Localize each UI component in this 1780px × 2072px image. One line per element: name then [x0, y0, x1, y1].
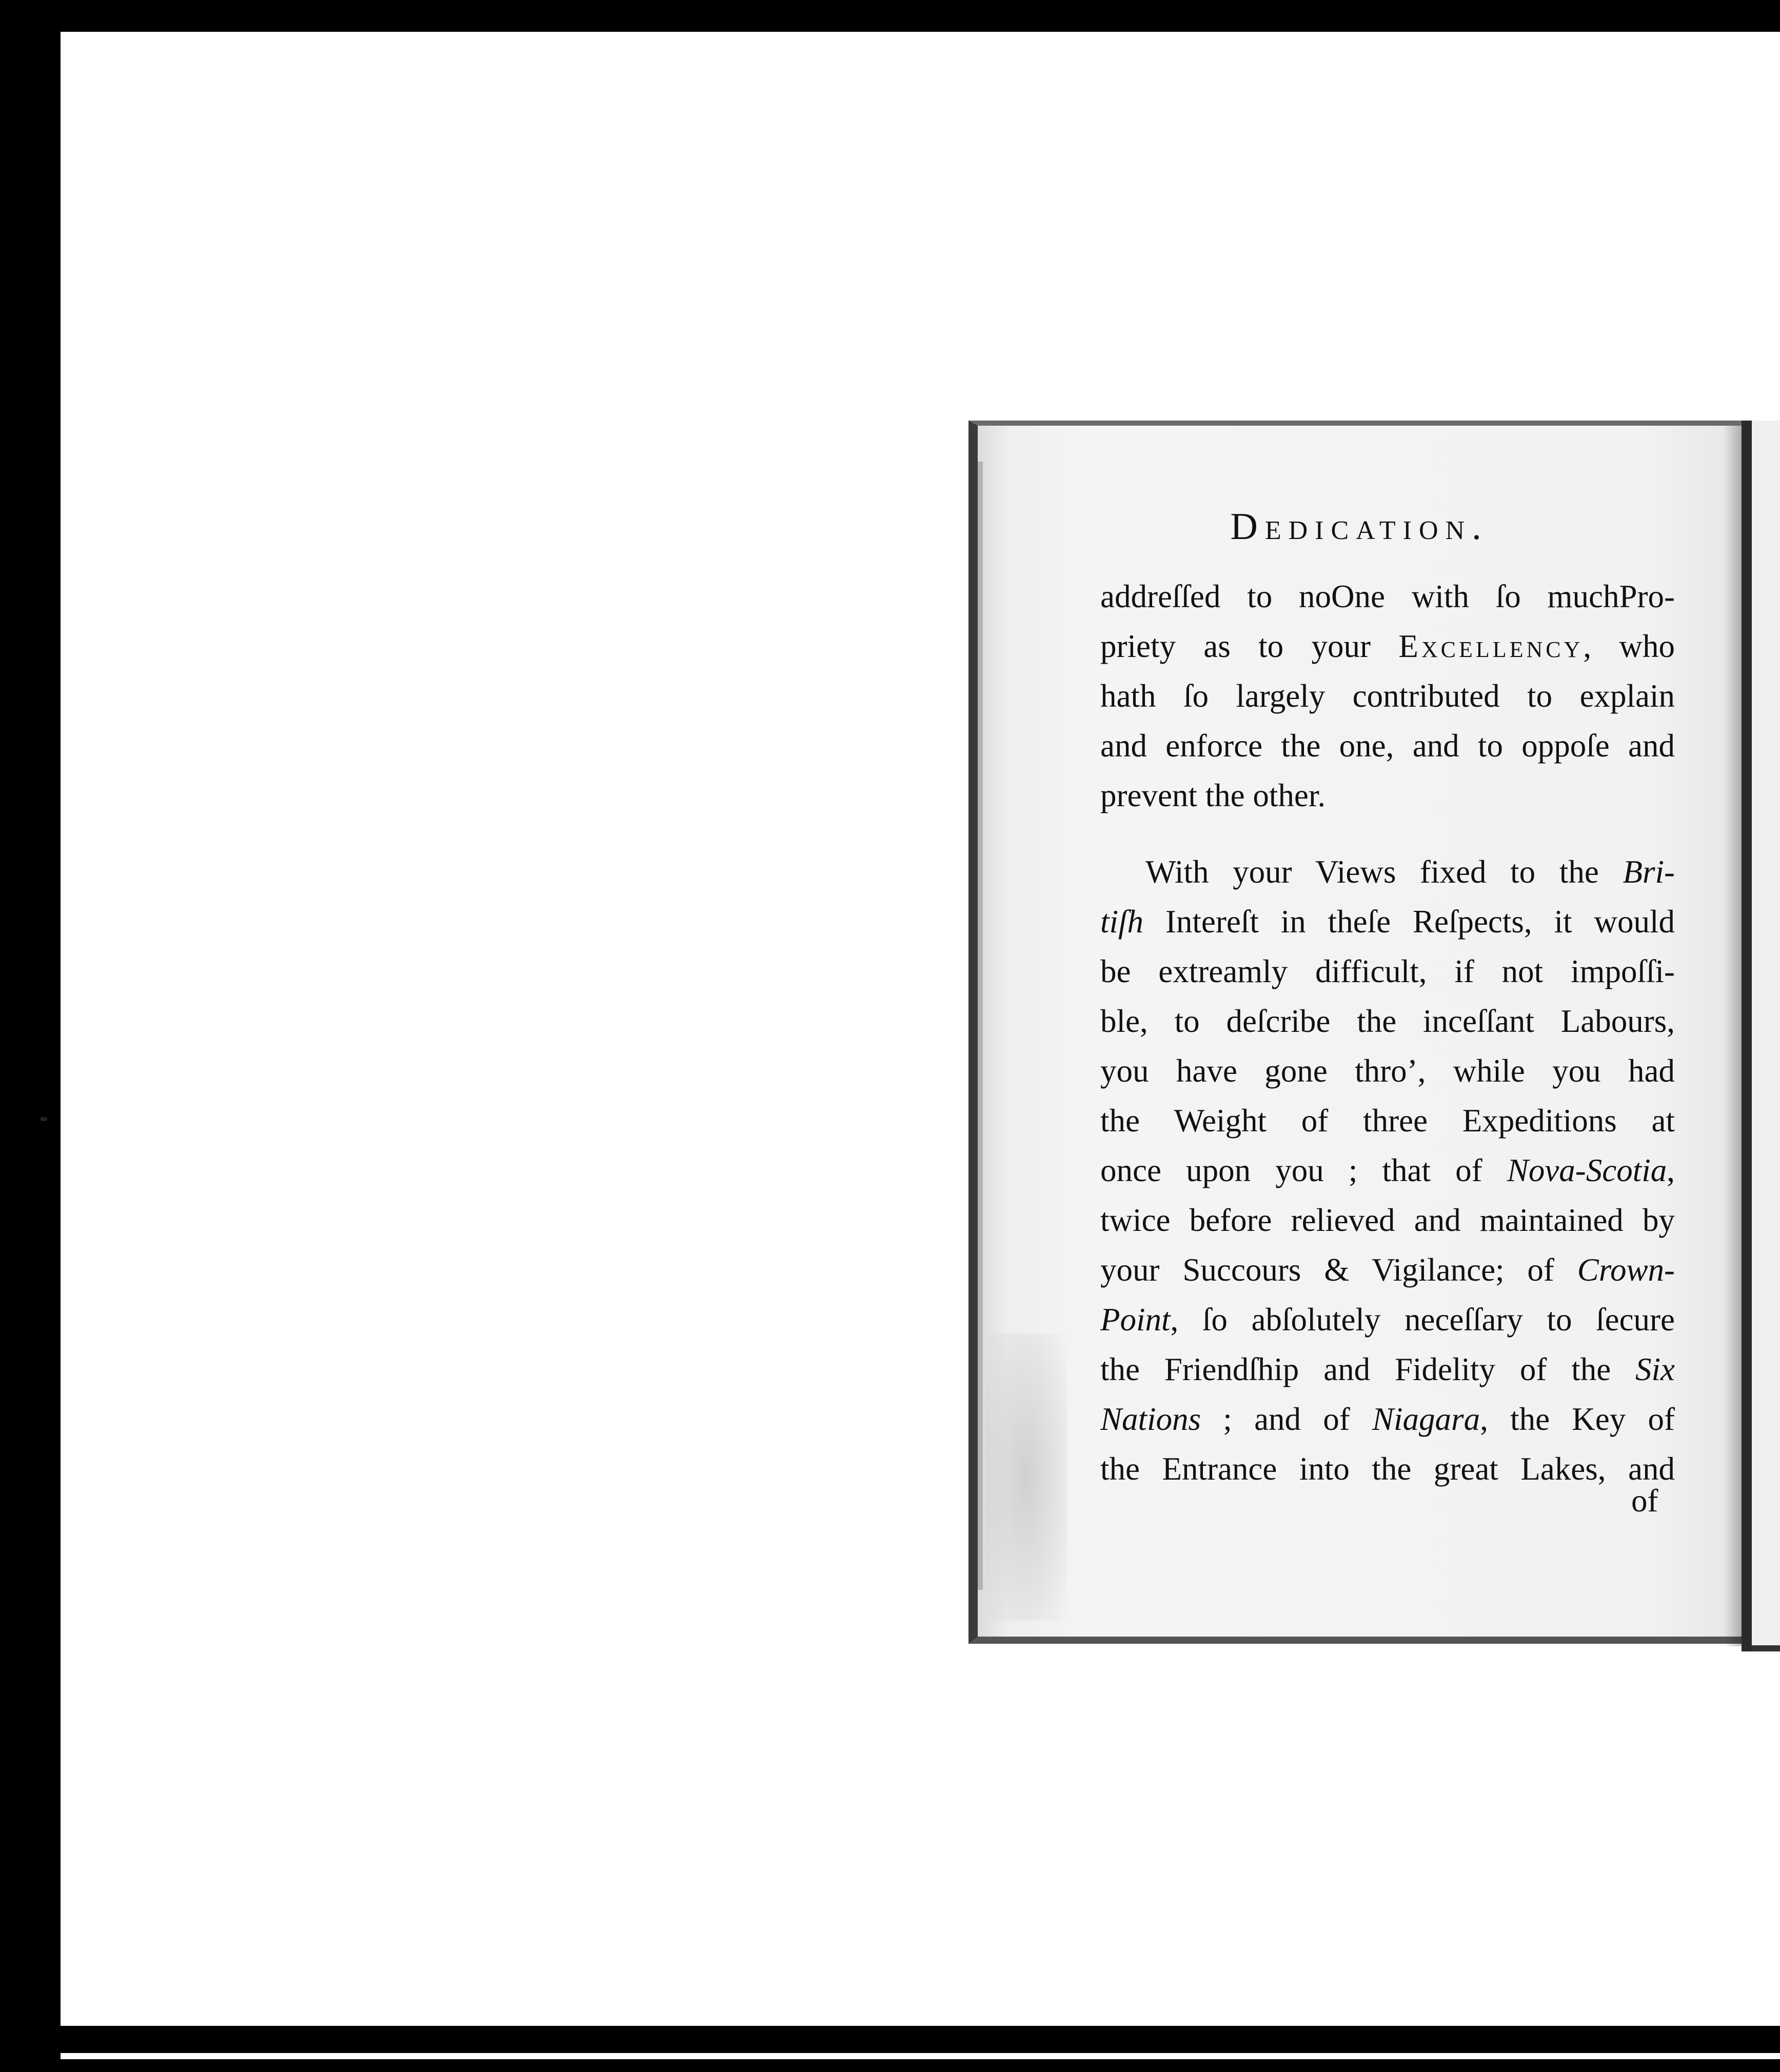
- text-line: [1100, 721, 1675, 771]
- italic-run: Niagara: [1372, 1401, 1480, 1437]
- italic-run: Nations: [1100, 1401, 1201, 1437]
- text-line: [1100, 947, 1675, 997]
- text-run: hath ſo largely contributed to explain: [1100, 678, 1675, 714]
- text-run: With your Views fixed to the: [1145, 854, 1623, 890]
- text-line: [1100, 1394, 1675, 1444]
- text-line: [1100, 847, 1675, 897]
- text-run: ,: [1667, 1152, 1675, 1188]
- italic-run: Bri-: [1623, 854, 1675, 890]
- italic-run: Six: [1635, 1351, 1675, 1387]
- catchword: of: [1631, 1483, 1658, 1519]
- text-run: , who: [1583, 628, 1675, 664]
- body-text: [1100, 572, 1675, 1494]
- text-line: [1100, 622, 1675, 671]
- text-run: the Friendſhip and Fidelity of the: [1100, 1351, 1636, 1387]
- italic-run: Point: [1100, 1302, 1171, 1338]
- facing-page-edge: [1752, 421, 1780, 1651]
- text-run: your Succours & Vigilance; of: [1100, 1252, 1577, 1288]
- film-border-top: [0, 0, 1780, 32]
- paragraph-1: [1100, 572, 1675, 821]
- text-run: twice before relieved and maintained by: [1100, 1202, 1675, 1238]
- film-border-left: [0, 0, 61, 2072]
- text-run: , ſo abſolutely neceſſary to ſecure: [1170, 1302, 1675, 1338]
- page-stain: [985, 1333, 1067, 1621]
- text-line: [1100, 997, 1675, 1046]
- text-run: once upon you ; that of: [1100, 1152, 1507, 1188]
- running-head: Dedication.: [1230, 506, 1489, 548]
- text-run: ble, to deſcribe the inceſſant Labours,: [1100, 1003, 1675, 1039]
- text-line: [1100, 1196, 1675, 1245]
- small-caps-run: Excellency: [1398, 628, 1584, 664]
- text-run: the Weight of three Expeditions at: [1100, 1103, 1675, 1139]
- italic-run: tiſh: [1100, 904, 1144, 940]
- page-edge-shadow: [978, 462, 983, 1590]
- text-line: [1100, 1146, 1675, 1196]
- text-run: addreſſed to noOne with ſo muchPro-: [1100, 579, 1675, 614]
- italic-run: Nova-Scotia: [1507, 1152, 1667, 1188]
- italic-run: Crown-: [1577, 1252, 1675, 1288]
- text-line: [1100, 771, 1675, 821]
- text-line: [1100, 671, 1675, 721]
- text-line: [1100, 1345, 1675, 1394]
- text-run: , the Key of: [1480, 1401, 1675, 1437]
- text-line: [1100, 1245, 1675, 1295]
- text-run: priety as to your: [1100, 628, 1399, 664]
- text-line: [1100, 1046, 1675, 1096]
- text-line: [1100, 897, 1675, 947]
- text-run: you have gone thro’, while you had: [1100, 1053, 1675, 1089]
- gutter-shadow: [1724, 426, 1742, 1646]
- text-run: Intereſt in theſe Reſpects, it would: [1143, 904, 1675, 940]
- paragraph-2: [1100, 847, 1675, 1494]
- text-run: be extreamly difficult, if not impoſſi-: [1100, 953, 1675, 989]
- text-line: [1100, 1096, 1675, 1146]
- text-line: [1100, 1295, 1675, 1345]
- text-run: the Entrance into the great Lakes, and: [1100, 1451, 1675, 1487]
- film-border-bottom-line: [61, 2053, 1780, 2059]
- stray-mark: [40, 1117, 47, 1121]
- text-run: ; and of: [1201, 1401, 1373, 1437]
- text-line: [1100, 572, 1675, 622]
- text-run: prevent the other.: [1100, 778, 1326, 813]
- text-line: [1100, 1444, 1675, 1494]
- text-run: and enforce the one, and to oppoſe and: [1100, 728, 1675, 764]
- film-border-bottom: [0, 2026, 1780, 2072]
- book-spine: [1742, 421, 1752, 1651]
